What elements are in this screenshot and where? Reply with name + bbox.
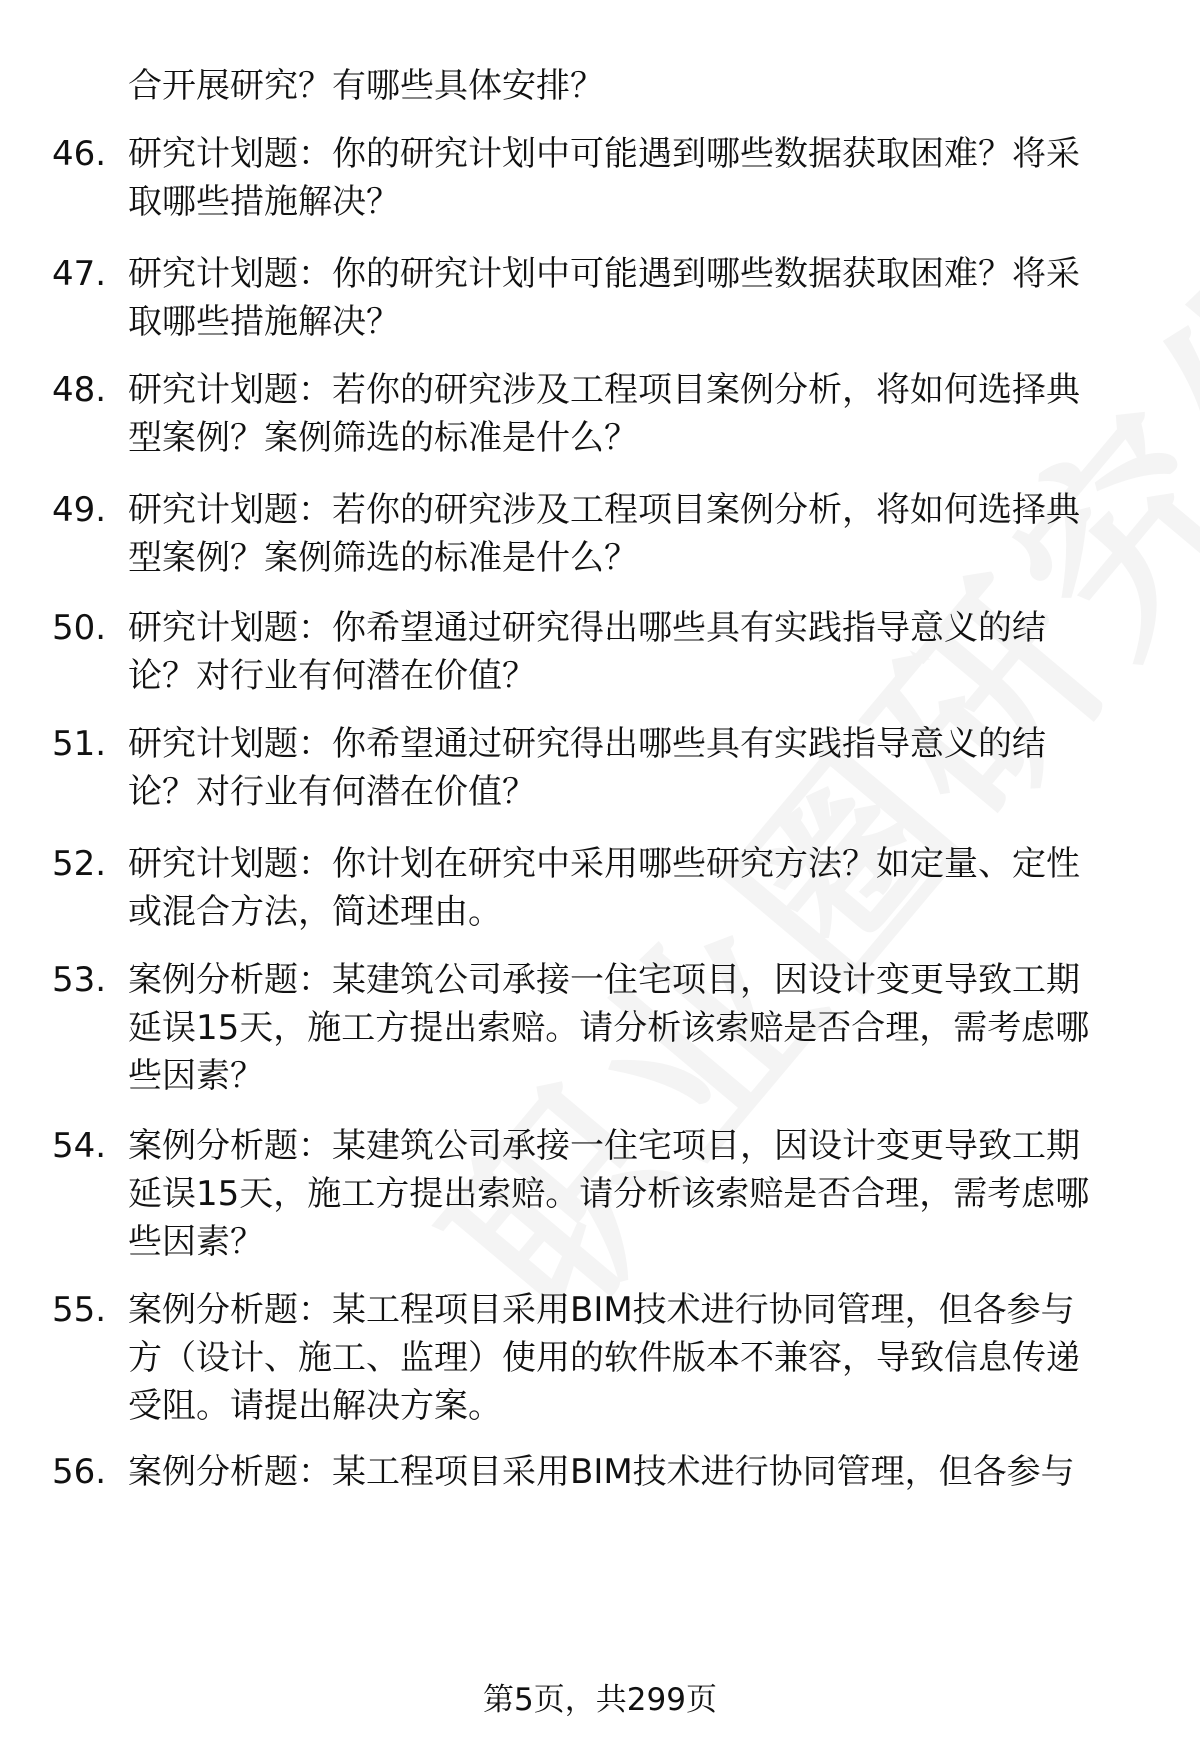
question-number: 48. (52, 370, 107, 410)
question-text (128, 840, 1152, 936)
question-text-line: 论？对行业有何潜在价值？ (128, 656, 536, 696)
question-text-line: 研究计划题：你希望通过研究得出哪些具有实践指导意义的结 (128, 608, 1046, 648)
question-text (128, 130, 1152, 226)
list-item (52, 250, 1152, 346)
question-text-line: 型案例？案例筛选的标准是什么？ (128, 418, 638, 458)
question-text-line: 研究计划题：你希望通过研究得出哪些具有实践指导意义的结 (128, 724, 1046, 764)
question-text-line: 或混合方法，简述理由。 (128, 892, 502, 932)
question-text (128, 604, 1152, 700)
question-text (128, 956, 1152, 1100)
continued-question-line: 合开展研究？有哪些具体安排？ (128, 66, 604, 106)
question-text-line: 研究计划题：若你的研究涉及工程项目案例分析，将如何选择典 (128, 370, 1080, 410)
question-text-line: 案例分析题：某工程项目采用BIM技术进行协同管理，但各参与 (128, 1452, 1075, 1492)
question-number: 55. (52, 1290, 107, 1330)
question-number: 46. (52, 134, 107, 174)
list-item (52, 1122, 1152, 1266)
list-item (52, 1286, 1152, 1430)
question-text-line: 受阻。请提出解决方案。 (128, 1386, 502, 1426)
question-number: 52. (52, 844, 107, 884)
question-text-line: 论？对行业有何潜在价值？ (128, 772, 536, 812)
list-item (52, 486, 1152, 582)
question-text (128, 486, 1152, 582)
list-item (52, 604, 1152, 700)
question-text-line: 案例分析题：某建筑公司承接一住宅项目，因设计变更导致工期 (128, 960, 1080, 1000)
question-text-line: 研究计划题：你的研究计划中可能遇到哪些数据获取困难？将采 (128, 254, 1080, 294)
question-text (128, 1122, 1152, 1266)
list-item (52, 130, 1152, 226)
question-number: 54. (52, 1126, 107, 1166)
question-text-line: 取哪些措施解决？ (128, 302, 400, 342)
question-text-line: 案例分析题：某工程项目采用BIM技术进行协同管理，但各参与 (128, 1290, 1075, 1330)
question-text (128, 1448, 1152, 1496)
question-text-line: 案例分析题：某建筑公司承接一住宅项目，因设计变更导致工期 (128, 1126, 1080, 1166)
question-number: 53. (52, 960, 107, 1000)
question-text-line: 研究计划题：若你的研究涉及工程项目案例分析，将如何选择典 (128, 490, 1080, 530)
question-number: 51. (52, 724, 107, 764)
question-text (128, 366, 1152, 462)
question-number: 56. (52, 1452, 107, 1492)
list-item (52, 1448, 1152, 1496)
question-text (128, 720, 1152, 816)
question-text (128, 1286, 1152, 1430)
question-text-line: 延误15天，施工方提出索赔。请分析该索赔是否合理，需考虑哪 (128, 1174, 1090, 1214)
list-item (52, 366, 1152, 462)
question-text-line: 研究计划题：你计划在研究中采用哪些研究方法？如定量、定性 (128, 844, 1080, 884)
page-footer: 第5页，共299页 (483, 1682, 717, 1718)
question-text-line: 些因素？ (128, 1222, 264, 1262)
list-item (52, 956, 1152, 1100)
list-item (52, 720, 1152, 816)
question-text-line: 些因素？ (128, 1056, 264, 1096)
question-number: 47. (52, 254, 107, 294)
question-number: 49. (52, 490, 107, 530)
question-text-line: 型案例？案例筛选的标准是什么？ (128, 538, 638, 578)
question-text-line: 取哪些措施解决？ (128, 182, 400, 222)
list-item (52, 840, 1152, 936)
question-text-line: 方（设计、施工、监理）使用的软件版本不兼容，导致信息传递 (128, 1338, 1080, 1378)
question-text (128, 250, 1152, 346)
question-text-line: 研究计划题：你的研究计划中可能遇到哪些数据获取困难？将采 (128, 134, 1080, 174)
question-text-line: 延误15天，施工方提出索赔。请分析该索赔是否合理，需考虑哪 (128, 1008, 1090, 1048)
question-number: 50. (52, 608, 107, 648)
